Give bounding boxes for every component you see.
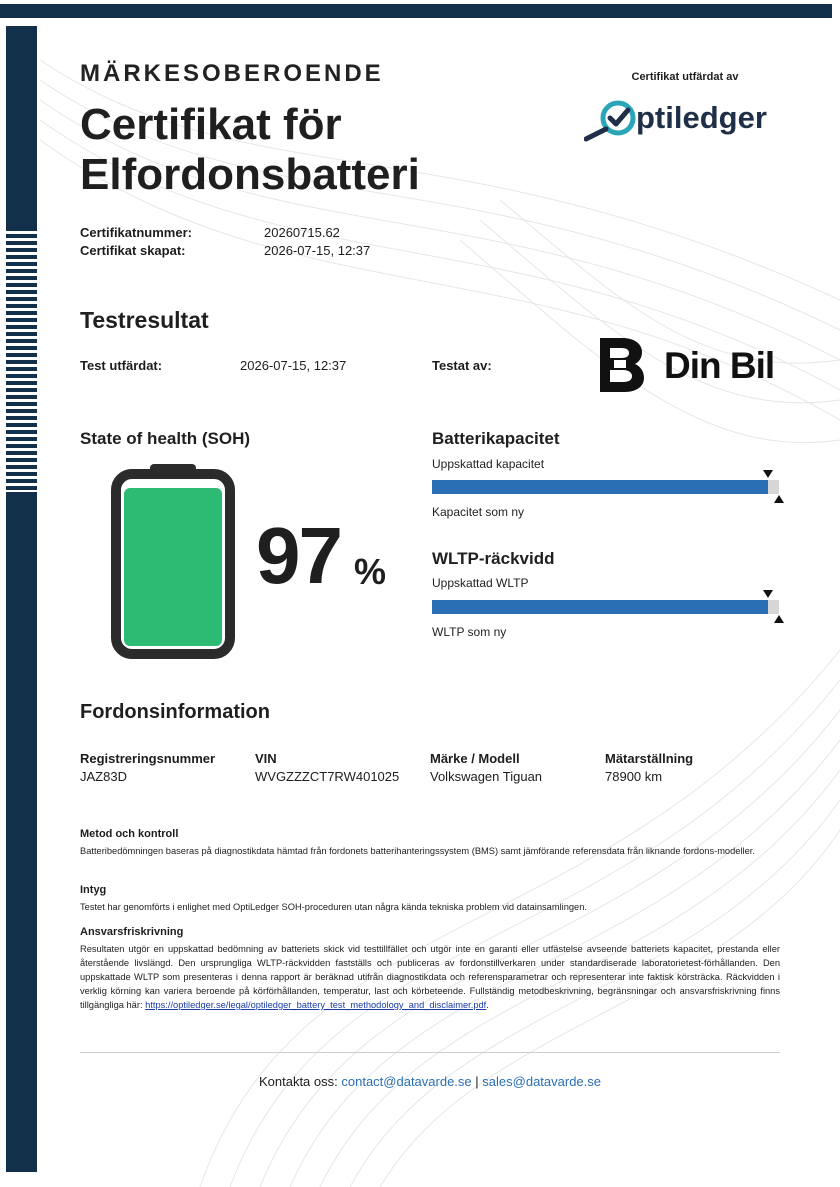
wltp-heading: WLTP-räckvidd	[432, 549, 555, 568]
wltp-estimated-label: Uppskattad WLTP	[432, 576, 529, 590]
method-text: Batteribedömningen baseras på diagnostikdata hämtad från fordonets batterihanteringssystem (BMS) samt jämförande referensdata från liknande fordons-modeller.	[80, 846, 755, 856]
disclaimer-heading: Ansvarsfriskrivning	[80, 926, 184, 938]
wltp-new-marker-icon	[774, 615, 784, 623]
page-title-line-2: Elfordonsbatteri	[80, 150, 420, 199]
capacity-estimated-marker-icon	[763, 470, 773, 478]
capacity-bar-remainder	[768, 480, 779, 494]
wltp-bar	[432, 600, 768, 614]
contact-line	[80, 1074, 780, 1089]
capacity-new-marker-icon	[774, 495, 784, 503]
disclaimer-text: Resultaten utgör en uppskattad bedömning av batteriets skick vid testtillfället och utgör inte en garanti eller utfästelse avseende batteriets kapacitet, prestanda eller återstående livslängd. Den ursprungliga WLTP-räckvidden fastställs och publiceras av fordonstillverkaren under standardiserade laboratorietest-förhållanden. Den uppskattade WLTP som presenteras i denna rapport är beräknad utifrån diagnostikdata och referensparametrar och representerar inte faktisk körsträcka. Räckvidden i verklig körning kan variera beroende på körförhållanden, temperatur, last och körbeteende. Fullständig metodbeskrivning, begränsningar och ansvarsfriskrivning finns tillgängliga här: https://optiledger.se/legal/optiledger_battery_test_methodology_and_disclaimer.pdf.	[80, 944, 780, 1010]
attestation-text: Testet har genomförts i enlighet med OptiLedger SOH-proceduren utan några kända tekniska problem vid datainsamlingen.	[80, 902, 587, 912]
vehicle-field-value: WVGZZZCT7RW401025	[255, 769, 400, 784]
wltp-bar-remainder	[768, 600, 779, 614]
test-results-heading: Testresultat	[80, 307, 209, 333]
certificate-created-value: 2026-07-15, 12:37	[264, 243, 371, 258]
attestation-heading: Intyg	[80, 884, 107, 896]
vehicle-field-label: Mätarställning	[605, 751, 694, 766]
wltp-new-label: WLTP som ny	[432, 625, 507, 639]
sales-email-link[interactable]: sales@datavarde.se	[482, 1074, 602, 1089]
certificate-number-label: Certifikatnummer:	[80, 225, 192, 240]
vehicle-field-label: Registreringsnummer	[80, 751, 216, 766]
footer-divider	[80, 1052, 780, 1053]
vehicle-field-value: Volkswagen Tiguan	[430, 769, 543, 784]
vehicle-field-value: JAZ83D	[80, 769, 127, 784]
vehicle-field-value: 78900 km	[605, 769, 663, 784]
page-title	[80, 100, 420, 200]
optiledger-logo	[584, 96, 784, 142]
capacity-heading: Batterikapacitet	[432, 429, 560, 448]
vehicle-field-label: Märke / Modell	[430, 751, 520, 766]
din-bil-wordmark: Din Bil	[664, 345, 775, 386]
vehicle-info-heading: Fordonsinformation	[80, 701, 270, 723]
test-issued-value: 2026-07-15, 12:37	[240, 358, 347, 373]
tested-by-label: Testat av:	[432, 358, 492, 373]
contact-separator: |	[475, 1074, 479, 1089]
methodology-link[interactable]: https://optiledger.se/legal/optiledger_battery_test_methodology_and_disclaimer.pdf	[145, 1000, 487, 1010]
brand-independent-eyebrow: MÄRKESOBEROENDE	[80, 60, 384, 87]
capacity-new-label: Kapacitet som ny	[432, 505, 525, 519]
contact-label: Kontakta oss:	[258, 1074, 338, 1089]
certificate-number-value: 20260715.62	[264, 225, 340, 240]
battery-icon	[110, 462, 236, 660]
contact-email-link[interactable]: contact@datavarde.se	[341, 1074, 472, 1089]
din-bil-logo	[600, 338, 780, 394]
optiledger-wordmark: ptiledger	[636, 100, 767, 135]
wltp-estimated-marker-icon	[763, 590, 773, 598]
test-issued-label: Test utfärdat:	[80, 358, 163, 373]
battery-fill	[124, 488, 222, 646]
din-bil-logo-icon	[600, 338, 644, 392]
capacity-bar	[432, 480, 768, 494]
soh-heading: State of health (SOH)	[80, 429, 251, 448]
certificate-created-label: Certifikat skapat:	[80, 243, 186, 258]
capacity-estimated-label: Uppskattad kapacitet	[432, 457, 545, 471]
page-title-line-1: Certifikat för	[80, 100, 342, 149]
soh-unit: %	[354, 551, 387, 592]
issued-by-label: Certifikat utfärdat av	[631, 71, 739, 83]
method-heading: Metod och kontroll	[80, 828, 179, 840]
vehicle-field-label: VIN	[255, 751, 277, 766]
soh-value: 97	[256, 511, 341, 600]
